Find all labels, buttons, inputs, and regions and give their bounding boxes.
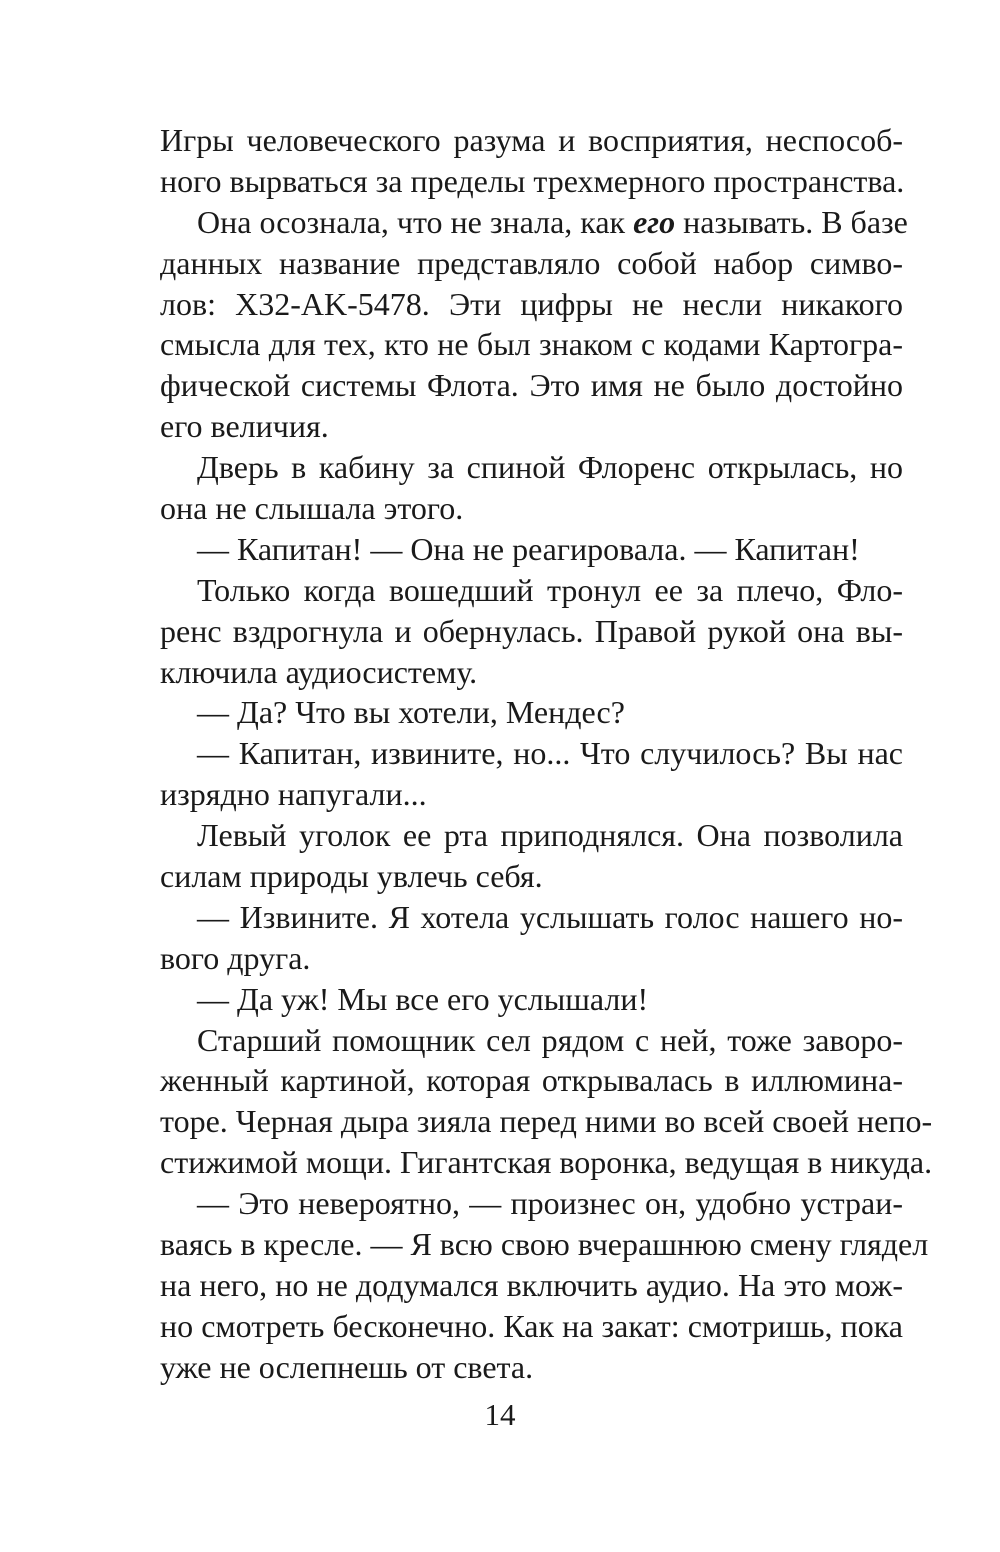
text-line: вого друга. (160, 939, 311, 976)
text-line: изрядно напугали... (160, 776, 427, 813)
text-line: Старший помощник сел рядом с ней, тоже заворо- (197, 1021, 903, 1058)
text-line: женный картиной, которая открывалась в иллюмина- (160, 1062, 903, 1099)
text-line: Игры человеческого разума и восприятия, неспособ- (160, 122, 903, 158)
text-line: торе. Черная дыра зияла перед ними во всей своей непо- (160, 1103, 933, 1140)
text-line: ваясь в кресле. — Я всю свою вчерашнюю смену глядел (160, 1226, 929, 1263)
text-line: силам природы увлечь себя. (160, 858, 543, 895)
body-text (160, 120, 933, 1388)
text-line: фической системы Флота. Это имя не было достойно (160, 367, 903, 404)
text-line: — Капитан! — Она не реагировала. — Капитан! (197, 530, 860, 567)
text-line: Дверь в кабину за спиной Флоренс открылась, но (197, 449, 903, 486)
text-line: — Извините. Я хотела услышать голос нашего но- (197, 898, 903, 935)
text-line: она не слышала этого. (160, 490, 464, 527)
text-line: на него, но не додумался включить аудио. На это мож- (160, 1266, 903, 1303)
text-line (160, 202, 908, 243)
text-line: уже не ослепнешь от света. (160, 1348, 534, 1385)
text-line: его величия. (160, 408, 329, 445)
text-line: лов: X32-AK-5478. Эти цифры не несли никакого (160, 285, 903, 322)
page-number: 14 (484, 1397, 516, 1432)
text-line: — Капитан, извините, но... Что случилось? Вы нас (197, 735, 903, 772)
text-line: данных название представляло собой набор симво- (160, 244, 903, 281)
text-line: — Да уж! Мы все его услышали! (197, 980, 649, 1017)
text-line: смысла для тех, кто не был знаком с кодами Картогра- (160, 326, 903, 363)
text-run: Она осознала, что не знала, как (197, 203, 634, 240)
text-line: но смотреть бесконечно. Как на закат: смотришь, пока (160, 1307, 903, 1344)
text-line: ного вырваться за пределы трехмерного пространства. (160, 162, 905, 199)
text-run: называть. В базе (675, 203, 908, 240)
text-line: Только когда вошедший тронул ее за плечо, Фло- (197, 571, 903, 608)
text-line: ренс вздрогнула и обернулась. Правой рукой она вы- (160, 612, 903, 649)
text-line: ключила аудиосистему. (160, 653, 478, 690)
emphasized-word: его (633, 203, 676, 240)
text-line: стижимой мощи. Гигантская воронка, ведущая в никуда. (160, 1144, 933, 1181)
text-line: Левый уголок ее рта приподнялся. Она позволила (197, 817, 903, 854)
text-line: — Да? Что вы хотели, Мендес? (197, 694, 625, 731)
text-line: — Это невероятно, — произнес он, удобно устраи- (197, 1185, 903, 1222)
